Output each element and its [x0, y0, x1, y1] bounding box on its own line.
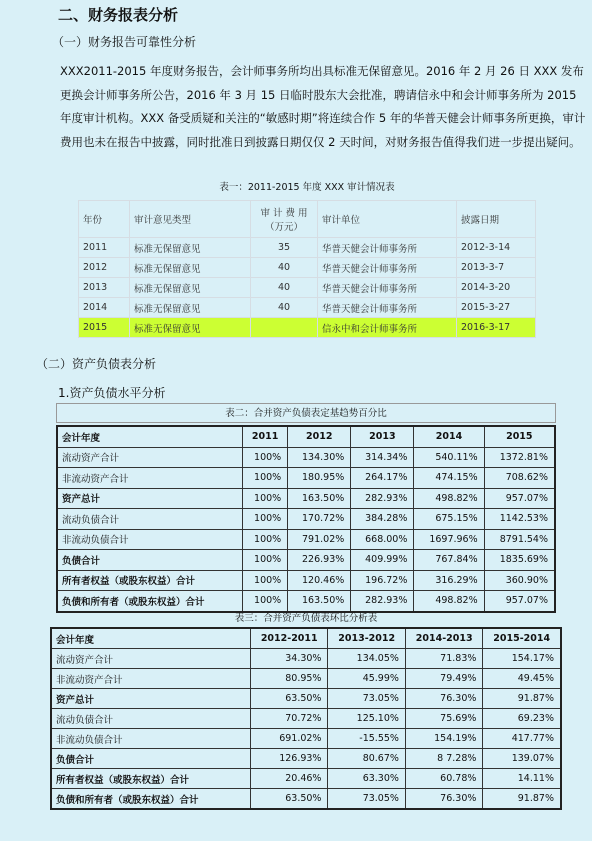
table-cell: 华普天健会计师事务所: [318, 258, 457, 278]
table-cell: 100%: [243, 447, 288, 468]
table-cell: 125.10%: [328, 709, 405, 729]
table-cell: 120.46%: [288, 570, 351, 591]
header-cell: 2014: [414, 426, 484, 447]
table-row: [57, 570, 555, 591]
table-cell: 316.29%: [414, 570, 484, 591]
table-row: [79, 278, 536, 298]
table-cell: 2011: [79, 238, 130, 258]
table-cell: 负债合计: [51, 749, 251, 769]
table-cell: 154.17%: [483, 649, 561, 669]
table-row: [79, 238, 536, 258]
table-cell: 负债合计: [57, 550, 243, 571]
table3-caption: 表三：合并资产负债表环比分析表: [234, 613, 378, 624]
table-cell: 63.50%: [251, 689, 328, 709]
table-cell: [251, 318, 318, 338]
table-cell: 100%: [243, 468, 288, 489]
trend-table: [56, 425, 556, 613]
table-cell: 2016-3-17: [457, 318, 536, 338]
table-header-row: [79, 201, 536, 238]
table-cell: 75.69%: [405, 709, 482, 729]
table-cell: 流动资产合计: [57, 447, 243, 468]
table-cell: 1142.53%: [484, 509, 555, 530]
table-cell: 163.50%: [288, 591, 351, 612]
table-cell: 标准无保留意见: [130, 238, 251, 258]
table-cell: 1697.96%: [414, 529, 484, 550]
table-cell: 360.90%: [484, 570, 555, 591]
table-cell: 标准无保留意见: [130, 298, 251, 318]
table-cell: 282.93%: [351, 591, 414, 612]
table-cell: 163.50%: [288, 488, 351, 509]
table-cell: 1835.69%: [484, 550, 555, 571]
ratio-table: [50, 627, 562, 810]
table-cell: 100%: [243, 591, 288, 612]
table-cell: 2015-3-27: [457, 298, 536, 318]
table-row: [51, 709, 561, 729]
table-row: [51, 669, 561, 689]
table-cell: 40: [251, 278, 318, 298]
table-cell: 华普天健会计师事务所: [318, 298, 457, 318]
table-row: [57, 447, 555, 468]
table-cell: 34.30%: [251, 649, 328, 669]
table-cell: 498.82%: [414, 591, 484, 612]
header-cell: 2013: [351, 426, 414, 447]
header-cell: 年份: [79, 201, 130, 238]
subsection-title-balance: （二）资产负债表分析: [36, 357, 157, 371]
table-cell: 49.45%: [483, 669, 561, 689]
table-cell: 100%: [243, 550, 288, 571]
table-cell: 2013: [79, 278, 130, 298]
table-cell: 170.72%: [288, 509, 351, 530]
table-cell: 675.15%: [414, 509, 484, 530]
table-cell: 资产总计: [51, 689, 251, 709]
table-cell: 540.11%: [414, 447, 484, 468]
table-cell: 标准无保留意见: [130, 258, 251, 278]
header-cell: 审 计 费 用（万元）: [251, 201, 318, 238]
header-cell: 2013-2012: [328, 628, 405, 649]
header-cell: 会计年度: [51, 628, 251, 649]
table-header-row: [51, 628, 561, 649]
table-cell: 63.30%: [328, 769, 405, 789]
table-cell: 226.93%: [288, 550, 351, 571]
table-cell: 76.30%: [405, 689, 482, 709]
table-cell: 264.17%: [351, 468, 414, 489]
table-cell: 70.72%: [251, 709, 328, 729]
table-cell: 非流动负债合计: [57, 529, 243, 550]
table-cell: 非流动资产合计: [51, 669, 251, 689]
header-cell: 2012: [288, 426, 351, 447]
table-cell: 2015: [79, 318, 130, 338]
table-cell: 40: [251, 258, 318, 278]
header-cell: 2014-2013: [405, 628, 482, 649]
table-cell: 668.00%: [351, 529, 414, 550]
table-header-row: [57, 426, 555, 447]
table-cell: 2013-3-7: [457, 258, 536, 278]
table-cell: 100%: [243, 488, 288, 509]
header-cell: 2015: [484, 426, 555, 447]
table-row: [51, 729, 561, 749]
table-cell: 134.05%: [328, 649, 405, 669]
table-cell: 华普天健会计师事务所: [318, 278, 457, 298]
table-cell: 35: [251, 238, 318, 258]
table-cell: 73.05%: [328, 789, 405, 810]
table-cell: 100%: [243, 529, 288, 550]
table-cell: 流动资产合计: [51, 649, 251, 669]
table-cell: 100%: [243, 570, 288, 591]
table-cell: 非流动负债合计: [51, 729, 251, 749]
table-row: [57, 468, 555, 489]
table-cell: 45.99%: [328, 669, 405, 689]
header-cell: 审计单位: [318, 201, 457, 238]
table-cell: 409.99%: [351, 550, 414, 571]
table-cell: 126.93%: [251, 749, 328, 769]
table-cell: 华普天健会计师事务所: [318, 238, 457, 258]
table-cell: 154.19%: [405, 729, 482, 749]
audit-table: [78, 200, 536, 338]
table-cell: 负债和所有者（或股东权益）合计: [57, 591, 243, 612]
table-cell: 498.82%: [414, 488, 484, 509]
table-cell: 80.67%: [328, 749, 405, 769]
subsection-title-reliability: （一）财务报告可靠性分析: [52, 35, 197, 49]
analysis-paragraph: XXX2011-2015 年度财务报告，会计师事务所均出具标准无保留意见。2016 年 2 月 26 日 XXX 发布更换会计师事务所公告，2016 年 3 月 15 日临时股东大会批准，聘请信永中和会计师事务所为 2015 年度审计机构。XXX 备受质疑和关注的“敏感时期”将连续合作 5 年的华普天健会计师事务所更换，审计费用也未在报告中披露，同时批准日到披露日期仅仅 2 天时间，对财务报告值得我们进一步提出疑问。: [60, 64, 586, 149]
table-cell: 信永中和会计师事务所: [318, 318, 457, 338]
table-row: [51, 689, 561, 709]
table-cell: 所有者权益（或股东权益）合计: [57, 570, 243, 591]
table-row: [51, 649, 561, 669]
table-cell: 76.30%: [405, 789, 482, 810]
table-cell: 282.93%: [351, 488, 414, 509]
table-cell: 标准无保留意见: [130, 278, 251, 298]
table-cell: 957.07%: [484, 488, 555, 509]
table-cell: 767.84%: [414, 550, 484, 571]
table-row: [79, 318, 536, 338]
table-cell: 73.05%: [328, 689, 405, 709]
header-cell: 2012-2011: [251, 628, 328, 649]
table-row: [51, 769, 561, 789]
table-row: [51, 789, 561, 810]
table-cell: 8791.54%: [484, 529, 555, 550]
table2-caption: 表二：合并资产负债表定基趋势百分比: [56, 403, 556, 423]
table-cell: 417.77%: [483, 729, 561, 749]
table-cell: 100%: [243, 509, 288, 530]
table-cell: 40: [251, 298, 318, 318]
table-cell: 708.62%: [484, 468, 555, 489]
table-row: [57, 550, 555, 571]
table1-caption: 表一：2011-2015 年度 XXX 审计情况表: [219, 182, 395, 193]
table-cell: 384.28%: [351, 509, 414, 530]
table-cell: -15.55%: [328, 729, 405, 749]
table-cell: 63.50%: [251, 789, 328, 810]
table-cell: 71.83%: [405, 649, 482, 669]
table-cell: 79.49%: [405, 669, 482, 689]
table-cell: 91.87%: [483, 789, 561, 810]
table-cell: 资产总计: [57, 488, 243, 509]
table-cell: 314.34%: [351, 447, 414, 468]
header-cell: 2015-2014: [483, 628, 561, 649]
table-cell: 非流动资产合计: [57, 468, 243, 489]
table-cell: 负债和所有者（或股东权益）合计: [51, 789, 251, 810]
table-row: [79, 258, 536, 278]
table-cell: 14.11%: [483, 769, 561, 789]
table-cell: 139.07%: [483, 749, 561, 769]
table-cell: 2012: [79, 258, 130, 278]
table-row: [79, 298, 536, 318]
table-cell: 80.95%: [251, 669, 328, 689]
table-row: [51, 749, 561, 769]
table-cell: 流动负债合计: [51, 709, 251, 729]
header-cell: 披露日期: [457, 201, 536, 238]
table-cell: 8 7.28%: [405, 749, 482, 769]
table-cell: 91.87%: [483, 689, 561, 709]
table-cell: 流动负债合计: [57, 509, 243, 530]
table-cell: 474.15%: [414, 468, 484, 489]
table-cell: 791.02%: [288, 529, 351, 550]
table-cell: 196.72%: [351, 570, 414, 591]
header-cell: 2011: [243, 426, 288, 447]
table-cell: 标准无保留意见: [130, 318, 251, 338]
table-cell: 60.78%: [405, 769, 482, 789]
table-cell: 2012-3-14: [457, 238, 536, 258]
table-cell: 134.30%: [288, 447, 351, 468]
table-cell: 957.07%: [484, 591, 555, 612]
table-cell: 69.23%: [483, 709, 561, 729]
table-cell: 2014-3-20: [457, 278, 536, 298]
header-cell: 审计意见类型: [130, 201, 251, 238]
header-cell: 会计年度: [57, 426, 243, 447]
table-row: [57, 529, 555, 550]
table-cell: 180.95%: [288, 468, 351, 489]
table-cell: 691.02%: [251, 729, 328, 749]
subsection-title-level: 1.资产负债水平分析: [58, 386, 166, 400]
table-cell: 所有者权益（或股东权益）合计: [51, 769, 251, 789]
section-heading: 二、财务报表分析: [58, 6, 179, 24]
table-cell: 20.46%: [251, 769, 328, 789]
table-row: [57, 509, 555, 530]
table-row: [57, 591, 555, 612]
table-cell: 1372.81%: [484, 447, 555, 468]
table-cell: 2014: [79, 298, 130, 318]
table-row: [57, 488, 555, 509]
